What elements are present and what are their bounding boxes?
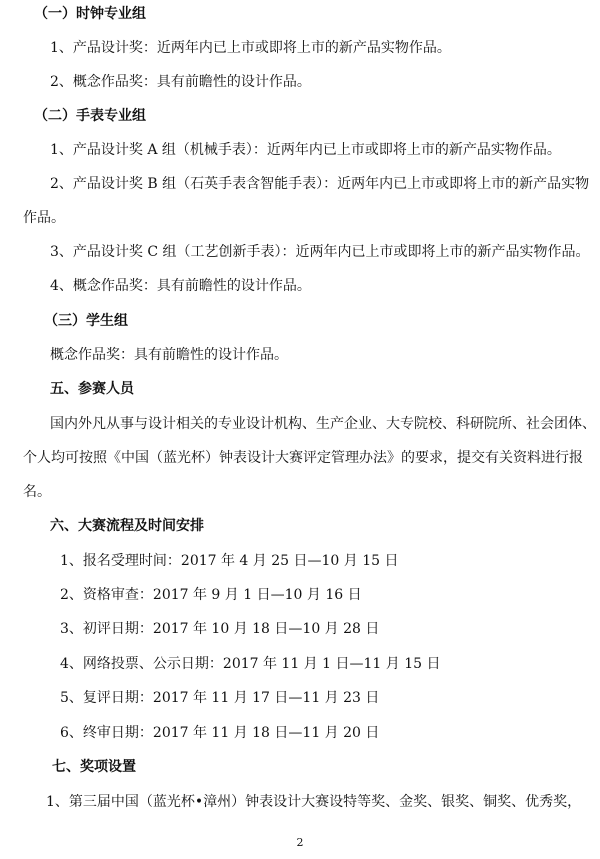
paragraph: 名。: [23, 484, 51, 500]
schedule-item: 1、报名受理时间：2017 年 4 月 25 日—10 月 15 日: [60, 553, 399, 569]
heading-student-group: （三）学生组: [44, 313, 128, 329]
paragraph: 国内外凡从事与设计相关的专业设计机构、生产企业、大专院校、科研院所、社会团体、: [50, 416, 596, 432]
paragraph: 1、产品设计奖：近两年内已上市或即将上市的新产品实物作品。: [50, 40, 451, 56]
paragraph: 个人均可按照《中国（蓝光杯）钟表设计大赛评定管理办法》的要求，提交有关资料进行报: [23, 450, 583, 466]
paragraph: 作品。: [23, 210, 65, 226]
paragraph: 2、概念作品奖：具有前瞻性的设计作品。: [50, 74, 311, 90]
heading-awards: 七、奖项设置: [52, 759, 136, 775]
heading-process: 六、大赛流程及时间安排: [50, 518, 204, 534]
paragraph: 4、概念作品奖：具有前瞻性的设计作品。: [50, 278, 311, 294]
schedule-item: 2、资格审查：2017 年 9 月 1 日—10 月 16 日: [60, 587, 362, 603]
paragraph: 概念作品奖：具有前瞻性的设计作品。: [50, 347, 288, 363]
paragraph: 1、第三届中国（蓝光杯•漳州）钟表设计大赛设特等奖、金奖、银奖、铜奖、优秀奖，: [46, 794, 582, 810]
schedule-item: 4、网络投票、公示日期：2017 年 11 月 1 日—11 月 15 日: [60, 656, 441, 672]
schedule-item: 3、初评日期：2017 年 10 月 18 日—10 月 28 日: [60, 621, 380, 637]
paragraph: 3、产品设计奖 C 组（工艺创新手表）：近两年内已上市或即将上市的新产品实物作品。: [50, 244, 590, 260]
paragraph: 1、产品设计奖 A 组（机械手表）：近两年内已上市或即将上市的新产品实物作品。: [50, 142, 561, 158]
paragraph: 2、产品设计奖 B 组（石英手表含智能手表）：近两年内已上市或即将上市的新产品实物: [50, 176, 590, 192]
schedule-item: 5、复评日期：2017 年 11 月 17 日—11 月 23 日: [60, 690, 380, 706]
page-number: 2: [296, 836, 304, 849]
heading-clock-group: （一）时钟专业组: [34, 6, 146, 22]
heading-watch-group: （二）手表专业组: [34, 108, 146, 124]
schedule-item: 6、终审日期：2017 年 11 月 18 日—11 月 20 日: [60, 725, 380, 741]
heading-participants: 五、参赛人员: [50, 381, 134, 397]
